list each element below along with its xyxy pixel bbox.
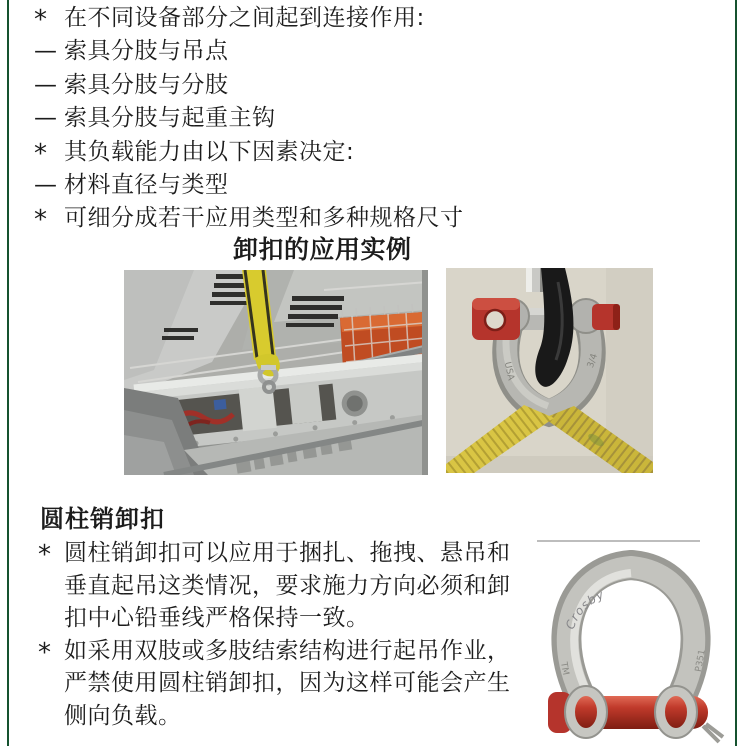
svg-text:USA: USA [501,361,516,382]
list-item [34,3,464,36]
photo-shackle-web-slings [446,268,653,473]
photo-bow-shackle-illustration [536,548,726,746]
list-item [38,635,511,733]
bullet-text: 材料直径与类型 [64,171,229,198]
intro-bullet-list [34,3,464,237]
list-item [34,103,464,136]
svg-text:3/4: 3/4 [586,352,600,370]
bullet-marker: — [34,38,57,65]
list-item [34,70,464,103]
bullet-text: 索具分肢与吊点 [64,38,229,65]
photo-equipment-yellow-sling [124,270,428,475]
bullet-text: 索具分肢与分肢 [64,71,229,98]
svg-text:Crosby: Crosby [562,586,607,632]
photo-shackle-slings-illustration [446,268,653,473]
left-border-line [7,0,9,746]
photo-equipment-illustration [124,270,428,475]
photo-top-rule [537,540,700,542]
svg-text:P351: P351 [694,648,708,673]
bullet-text: 可细分成若干应用类型和多种规格尺寸 [64,205,464,232]
examples-heading: 卸扣的应用实例 [233,235,412,264]
bullet-marker: — [34,171,57,198]
bullet-text: 索具分肢与起重主钩 [64,105,276,132]
list-item [34,137,464,170]
pin-shackle-bullet-list [38,537,511,732]
list-item [38,537,511,635]
list-item [34,170,464,203]
bullet-marker: * [34,5,47,35]
bullet-text: 在不同设备部分之间起到连接作用: [64,5,425,31]
svg-text:TM: TM [558,661,571,677]
photo-bow-shackle [536,548,726,746]
bullet-text: 如采用双肢或多肢结索结构进行起吊作业， 严禁使用圆柱销卸扣，因为这样可能会产生 侧向负载。 [64,637,511,729]
bullet-text: 圆柱销卸扣可以应用于捆扎、拖拽、悬吊和 垂直起吊这类情况，要求施力方向必须和卸 扣中心铅垂线严格保持一致。 [64,540,511,631]
list-item [34,36,464,69]
right-border-line [735,0,737,746]
bullet-marker: — [34,105,57,132]
bullet-marker: — [34,71,57,98]
bullet-marker: * [34,205,47,236]
pin-shackle-heading: 圆柱销卸扣 [40,505,165,533]
bullet-marker: * [34,138,47,169]
bullet-text: 其负载能力由以下因素决定: [64,138,355,165]
bullet-marker: * [38,637,51,668]
bullet-marker: * [38,540,51,570]
